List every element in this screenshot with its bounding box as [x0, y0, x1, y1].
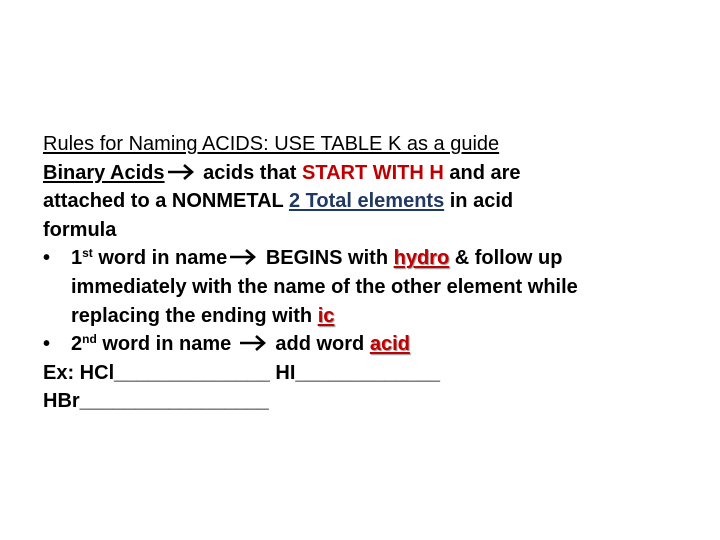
acid-keyword: acid	[369, 333, 410, 356]
bullet-dot: •	[43, 333, 51, 356]
right-arrow-icon	[238, 334, 268, 352]
example-line-1	[43, 359, 703, 388]
replacing-text: replacing the ending with	[71, 304, 318, 327]
example-hi: HI	[269, 361, 296, 384]
hi-answer-blank: _____________	[295, 361, 441, 384]
ordinal-suffix: st	[82, 246, 93, 261]
right-arrow-icon	[228, 248, 258, 266]
ordinal-number: 1	[71, 247, 83, 270]
bullet-first-word-line2	[43, 273, 703, 302]
right-arrow-icon	[166, 163, 196, 181]
example-line-2	[43, 387, 703, 416]
second-word-text: word in name	[96, 333, 237, 356]
binary-acids-line	[43, 159, 703, 188]
follow-up-text: & follow up	[449, 247, 563, 270]
slide-content	[43, 130, 703, 416]
hydro-keyword: hydro	[393, 247, 450, 270]
and-are-text: and are	[443, 161, 521, 184]
formula-line	[43, 216, 703, 245]
ordinal-number: 2	[71, 333, 83, 356]
ordinal-suffix: nd	[82, 332, 97, 347]
ic-keyword: ic	[317, 304, 335, 327]
binary-acids-text: acids that	[197, 161, 303, 184]
hcl-answer-blank: ______________	[114, 361, 270, 384]
immediately-text: immediately with the name of the other element while	[71, 275, 578, 298]
bullet-first-word-line3	[43, 302, 703, 331]
example-hbr: HBr	[43, 390, 80, 413]
hbr-answer-blank: _________________	[79, 390, 269, 413]
nonmetal-text: attached to a NONMETAL	[43, 190, 289, 213]
add-word-text: add word	[269, 333, 370, 356]
total-elements-text: 2 Total elements	[288, 190, 445, 213]
start-with-h-text: START WITH H	[302, 161, 444, 184]
in-acid-text: in acid	[444, 190, 514, 213]
rules-title: Rules for Naming ACIDS: USE TABLE K as a guide	[43, 133, 500, 155]
nonmetal-line	[43, 187, 703, 216]
first-word-text: word in name	[92, 247, 228, 270]
bullet-dot: •	[43, 247, 51, 270]
bullet-first-word	[43, 244, 703, 273]
example-hcl: Ex: HCl	[43, 361, 115, 384]
binary-acids-label: Binary Acids	[43, 161, 165, 184]
formula-text: formula	[43, 218, 117, 241]
bullet-second-word	[43, 330, 703, 359]
begins-with-text: BEGINS with	[260, 247, 394, 270]
rules-title-line	[43, 130, 703, 159]
